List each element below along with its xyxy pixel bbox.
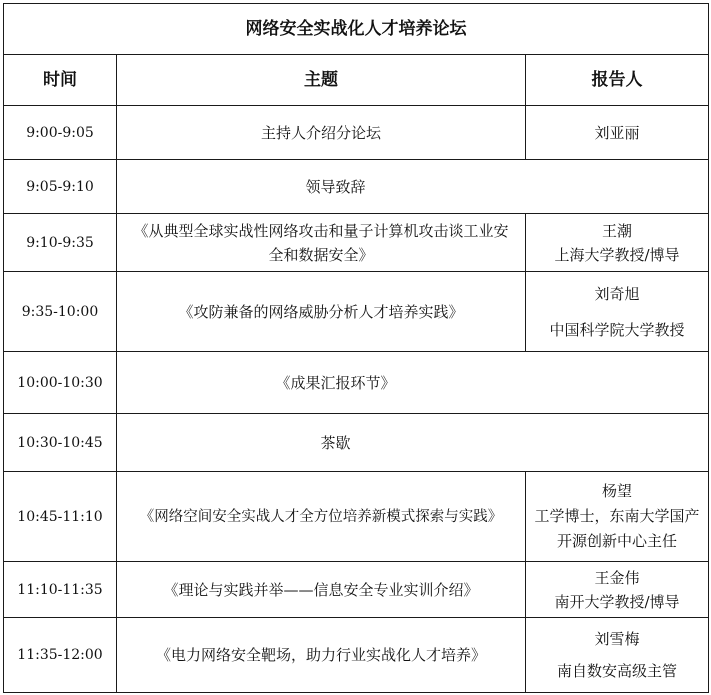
time-cell: 11:35-12:00 [4,618,117,693]
speaker-cell [526,618,709,693]
topic-cell: 《电力网络安全靶场，助力行业实战化人才培养》 [117,618,526,693]
time-cell: 9:00-9:05 [4,106,117,160]
speaker-title: 工学博士，东南大学国产开源创新中心主任 [534,507,700,550]
speaker-cell [526,562,709,618]
speaker-name: 刘奇旭 [594,284,640,303]
speaker-title: 南开大学教授/博导 [554,592,680,611]
speaker-cell [526,272,709,352]
speaker-name: 杨望 [601,482,632,500]
time-cell: 11:10-11:35 [4,562,117,618]
speaker-cell [526,214,709,272]
speaker-name: 刘雪梅 [594,630,640,648]
header-time: 时间 [4,55,117,106]
speaker-name: 王潮 [601,221,632,240]
topic-cell: 《网络空间安全实战人才全方位培养新模式探索与实践》 [117,472,526,562]
speaker-cell [526,472,709,562]
agenda-table [3,3,709,693]
topic-cell: 《攻防兼备的网络威胁分析人才培养实践》 [117,272,526,352]
topic-cell: 茶歇 [117,414,709,472]
speaker-title: 中国科学院大学教授 [549,320,685,339]
time-cell: 9:05-9:10 [4,160,117,214]
topic-cell: 主持人介绍分论坛 [117,106,526,160]
time-cell: 9:35-10:00 [4,272,117,352]
time-cell: 10:30-10:45 [4,414,117,472]
speaker-name: 刘亚丽 [594,123,640,142]
speaker-name: 王金伟 [594,568,640,587]
table-row [4,272,709,352]
table-row [4,414,709,472]
table-row [4,352,709,414]
header-topic: 主题 [117,55,526,106]
time-cell: 10:00-10:30 [4,352,117,414]
table-title: 网络安全实战化人才培养论坛 [4,4,709,55]
time-cell: 10:45-11:10 [4,472,117,562]
topic-cell: 《从典型全球实战性网络攻击和量子计算机攻击谈工业安全和数据安全》 [117,214,526,272]
speaker-title: 南自数安高级主管 [556,662,677,680]
header-speaker: 报告人 [526,55,709,106]
time-cell: 9:10-9:35 [4,214,117,272]
table-row [4,472,709,562]
table-row [4,562,709,618]
speaker-title: 上海大学教授/博导 [554,245,680,264]
table-row [4,618,709,693]
title-row [4,4,709,55]
topic-cell: 《成果汇报环节》 [117,352,709,414]
speaker-cell [526,106,709,160]
topic-cell: 《理论与实践并举——信息安全专业实训介绍》 [117,562,526,618]
table-row [4,214,709,272]
table-row [4,160,709,214]
table-row [4,106,709,160]
topic-cell: 领导致辞 [117,160,709,214]
header-row [4,55,709,106]
